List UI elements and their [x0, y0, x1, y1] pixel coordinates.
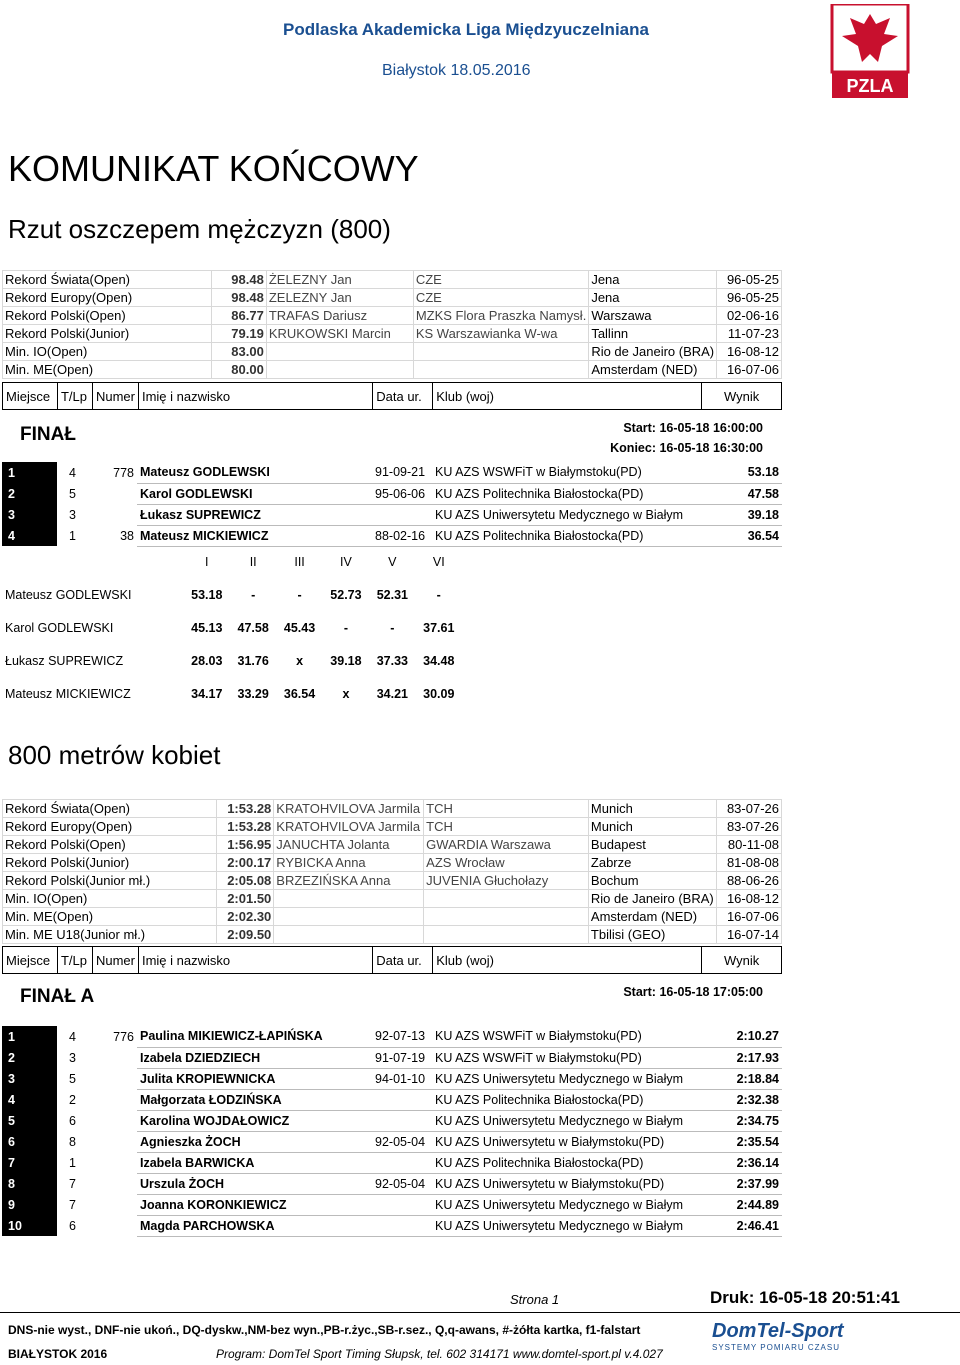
result-value: 2:36.14: [702, 1152, 782, 1173]
record-venue: Amsterdam (NED): [588, 908, 716, 926]
record-holder: KRATOHVILOVA Jarmila: [274, 800, 424, 818]
result-number: 778: [113, 465, 134, 480]
record-date: 16-08-12: [717, 343, 782, 361]
record-club: CZE: [413, 289, 588, 307]
record-holder: JANUCHTA Jolanta: [274, 836, 424, 854]
result-club: KU AZS Uniwersytetu Medycznego w Białym: [432, 1215, 702, 1236]
results-table: [2, 1026, 782, 1237]
result-name: Łukasz SUPREWICZ: [137, 504, 372, 525]
result-place: 3: [2, 504, 57, 525]
record-value: 1:53.28: [217, 800, 274, 818]
footer-divider: [0, 1312, 960, 1313]
result-name: Karol GODLEWSKI: [137, 483, 372, 504]
attempt-value: 37.33: [376, 653, 408, 668]
event-times: [598, 418, 763, 458]
record-row: [3, 343, 782, 361]
record-date: 02-06-16: [717, 307, 782, 325]
result-place: 2: [2, 483, 57, 504]
record-row: [3, 307, 782, 325]
record-row: [3, 361, 782, 379]
page-number: Strona 1: [510, 1292, 560, 1307]
result-value: 2:34.75: [702, 1110, 782, 1131]
brand-name: DomTel-Sport: [712, 1320, 844, 1342]
result-row: [2, 483, 782, 504]
result-place: 2: [2, 1047, 57, 1068]
result-place: 7: [2, 1152, 57, 1173]
event-title: Rzut oszczepem mężczyzn (800): [8, 214, 391, 244]
col-lp: T/Lp: [57, 947, 92, 974]
record-venue: Zabrze: [588, 854, 716, 872]
record-holder: [266, 343, 413, 361]
result-lp: 6: [69, 1113, 76, 1128]
record-row: [3, 325, 782, 343]
result-name: Karolina WOJDAŁOWICZ: [137, 1110, 372, 1131]
result-row: [2, 1173, 782, 1194]
attempt-value: -: [436, 587, 441, 602]
result-name: Izabela DZIEDZIECH: [137, 1047, 372, 1068]
result-row: [2, 1194, 782, 1215]
result-row: [2, 1026, 782, 1047]
result-club: KU AZS WSWFiT w Białymstoku(PD): [432, 462, 702, 483]
result-dob: 92-05-04: [372, 1131, 432, 1152]
result-club: KU AZS Politechnika Białostocka(PD): [432, 1152, 702, 1173]
attempt-value: 31.76: [237, 653, 269, 668]
result-row: [2, 1110, 782, 1131]
result-club: KU AZS Uniwersytetu Medycznego w Białym: [432, 1110, 702, 1131]
record-type: Rekord Świata(Open): [3, 800, 217, 818]
result-number: 776: [113, 1029, 134, 1044]
record-date: 16-07-14: [716, 926, 781, 944]
col-number: Numer: [92, 947, 138, 974]
record-row: [3, 872, 782, 890]
result-name: Urszula ŻOCH: [137, 1173, 372, 1194]
result-club: KU AZS WSWFiT w Białymstoku(PD): [432, 1026, 702, 1047]
record-type: Rekord Polski(Open): [3, 836, 217, 854]
logo-text: PZLA: [846, 76, 894, 96]
record-holder: ŻELEZNY Jan: [266, 271, 413, 289]
record-venue: Tallinn: [589, 325, 717, 343]
attempt-value: 45.13: [191, 620, 223, 635]
record-club: TCH: [424, 800, 589, 818]
attempt-header: III: [294, 554, 305, 569]
record-holder: RYBICKA Anna: [274, 854, 424, 872]
result-name: Izabela BARWICKA: [137, 1152, 372, 1173]
result-row: [2, 1047, 782, 1068]
record-date: 16-07-06: [716, 908, 781, 926]
attempt-value: 52.31: [376, 587, 408, 602]
result-row: [2, 1089, 782, 1110]
result-number: [92, 1215, 137, 1236]
record-club: KS Warszawianka W-wa: [413, 325, 588, 343]
record-value: 80.00: [211, 361, 266, 379]
result-row: [2, 1152, 782, 1173]
attempts-row: [2, 611, 462, 644]
record-date: 96-05-25: [717, 271, 782, 289]
result-dob: 92-07-13: [372, 1026, 432, 1047]
record-club: [424, 908, 589, 926]
start-time: Start: 16-05-18 17:05:00: [623, 985, 763, 999]
record-value: 1:56.95: [217, 836, 274, 854]
result-value: 2:37.99: [702, 1173, 782, 1194]
result-dob: 95-06-06: [372, 483, 432, 504]
column-header-row: [2, 382, 782, 410]
record-row: [3, 854, 782, 872]
record-club: TCH: [424, 818, 589, 836]
result-value: 2:46.41: [702, 1215, 782, 1236]
record-club: JUVENIA Głuchołazy: [424, 872, 589, 890]
result-place: 9: [2, 1194, 57, 1215]
attempt-value: 30.09: [423, 686, 455, 701]
record-type: Rekord Polski(Junior): [3, 854, 217, 872]
result-club: KU AZS Politechnika Białostocka(PD): [432, 483, 702, 504]
result-name: Joanna KORONKIEWICZ: [137, 1194, 372, 1215]
record-holder: KRATOHVILOVA Jarmila: [274, 818, 424, 836]
record-type: Rekord Świata(Open): [3, 271, 212, 289]
domtel-logo: [712, 1320, 912, 1358]
pzla-logo: [820, 4, 920, 104]
result-number: [92, 1047, 137, 1068]
record-club: [424, 890, 589, 908]
result-row: [2, 504, 782, 525]
record-holder: [274, 926, 424, 944]
result-number: [92, 1131, 137, 1152]
record-row: [3, 289, 782, 307]
record-club: GWARDIA Warszawa: [424, 836, 589, 854]
result-club: KU AZS Politechnika Białostocka(PD): [432, 525, 702, 546]
result-place: 3: [2, 1068, 57, 1089]
start-time: Start: 16-05-18 16:00:00: [623, 421, 763, 435]
attempt-athlete: Mateusz MICKIEWICZ: [5, 686, 131, 701]
record-type: Min. IO(Open): [3, 343, 212, 361]
legend-text: DNS-nie wyst., DNF-nie ukoń., DQ-dyskw.,NM-bez wyn.,PB-r.życ.,SB-r.sez., Q,q-awans, #-żółta kartka, f1-falstart: [8, 1323, 641, 1337]
record-holder: BRZEZIŃSKA Anna: [274, 872, 424, 890]
attempt-value: 34.48: [423, 653, 455, 668]
result-name: Julita KROPIEWNICKA: [137, 1068, 372, 1089]
attempt-value: 34.21: [376, 686, 408, 701]
result-name: Paulina MIKIEWICZ-ŁAPIŃSKA: [137, 1026, 372, 1047]
result-place: 6: [2, 1131, 57, 1152]
result-name: Agnieszka ŻOCH: [137, 1131, 372, 1152]
city-year: BIAŁYSTOK 2016: [8, 1347, 108, 1361]
record-row: [3, 926, 782, 944]
document-title: KOMUNIKAT KOŃCOWY: [8, 148, 419, 189]
attempt-value: 28.03: [191, 653, 223, 668]
record-venue: Jena: [589, 289, 717, 307]
record-date: 80-11-08: [716, 836, 781, 854]
result-place: 5: [2, 1110, 57, 1131]
result-dob: [372, 1215, 432, 1236]
result-club: KU AZS Politechnika Białostocka(PD): [432, 1089, 702, 1110]
col-result: Wynik: [702, 383, 782, 410]
record-type: Min. ME U18(Junior mł.): [3, 926, 217, 944]
result-lp: 8: [69, 1134, 76, 1149]
col-result: Wynik: [702, 947, 782, 974]
attempt-value: -: [297, 587, 302, 602]
result-place: 8: [2, 1173, 57, 1194]
result-club: KU AZS Uniwersytetu w Białymstoku(PD): [432, 1131, 702, 1152]
col-dob: Data ur.: [373, 947, 433, 974]
end-time: Koniec: 16-05-18 16:30:00: [610, 441, 763, 455]
record-date: 88-06-26: [716, 872, 781, 890]
final-label: FINAŁ A: [20, 986, 95, 1007]
result-lp: 2: [69, 1092, 76, 1107]
attempts-header-blank: [2, 545, 184, 578]
record-value: 2:05.08: [217, 872, 274, 890]
result-number: [92, 1068, 137, 1089]
record-type: Min. ME(Open): [3, 908, 217, 926]
record-venue: Warszawa: [589, 307, 717, 325]
organization-title: Podlaska Akademicka Liga Międzyuczelniana: [283, 20, 649, 39]
col-name: Imię i nazwisko: [138, 947, 372, 974]
results-table: [2, 462, 782, 547]
result-number: [92, 1089, 137, 1110]
result-value: 53.18: [702, 462, 782, 483]
record-row: [3, 908, 782, 926]
record-row: [3, 800, 782, 818]
attempt-athlete: Mateusz GODLEWSKI: [5, 587, 132, 602]
attempt-header: II: [249, 554, 257, 569]
record-row: [3, 271, 782, 289]
col-name: Imię i nazwisko: [138, 383, 372, 410]
record-venue: Rio de Janeiro (BRA): [589, 343, 717, 361]
result-lp: 1: [69, 1155, 76, 1170]
result-name: Małgorzata ŁODZIŃSKA: [137, 1089, 372, 1110]
result-value: 2:10.27: [702, 1026, 782, 1047]
result-row: [2, 1068, 782, 1089]
record-value: 2:00.17: [217, 854, 274, 872]
result-value: 2:35.54: [702, 1131, 782, 1152]
records-table: [2, 270, 782, 379]
record-date: 96-05-25: [717, 289, 782, 307]
attempt-value: 47.58: [237, 620, 269, 635]
record-type: Rekord Europy(Open): [3, 289, 212, 307]
result-name: Magda PARCHOWSKA: [137, 1215, 372, 1236]
record-type: Rekord Polski(Junior mł.): [3, 872, 217, 890]
result-row: [2, 462, 782, 483]
attempt-header: VI: [432, 554, 445, 569]
result-lp: 3: [69, 1050, 76, 1065]
attempt-value: 52.73: [330, 587, 362, 602]
record-value: 98.48: [211, 289, 266, 307]
attempt-athlete: Karol GODLEWSKI: [5, 620, 114, 635]
record-venue: Munich: [588, 800, 716, 818]
result-club: KU AZS Uniwersytetu Medycznego w Białym: [432, 504, 702, 525]
result-lp: 7: [69, 1176, 76, 1191]
result-dob: 94-01-10: [372, 1068, 432, 1089]
col-dob: Data ur.: [373, 383, 433, 410]
attempt-value: -: [390, 620, 395, 635]
brand-tagline: SYSTEMY POMIARU CZASU: [712, 1343, 840, 1352]
result-name: Mateusz GODLEWSKI: [137, 462, 372, 483]
record-date: 16-07-06: [717, 361, 782, 379]
result-number: [92, 1110, 137, 1131]
record-venue: Tbilisi (GEO): [588, 926, 716, 944]
col-club: Klub (woj): [433, 947, 702, 974]
result-dob: [372, 1089, 432, 1110]
record-row: [3, 818, 782, 836]
attempt-value: 39.18: [330, 653, 362, 668]
record-club: [413, 343, 588, 361]
record-value: 86.77: [211, 307, 266, 325]
attempts-table: [2, 545, 462, 710]
attempt-header: V: [388, 554, 397, 569]
record-venue: Bochum: [588, 872, 716, 890]
result-number: [92, 1194, 137, 1215]
record-club: CZE: [413, 271, 588, 289]
result-number: [92, 504, 137, 525]
record-value: 2:02.30: [217, 908, 274, 926]
record-type: Min. ME(Open): [3, 361, 212, 379]
record-venue: Budapest: [588, 836, 716, 854]
result-lp: 6: [69, 1218, 76, 1233]
record-type: Rekord Polski(Open): [3, 307, 212, 325]
attempt-value: 53.18: [191, 587, 223, 602]
result-value: 2:44.89: [702, 1194, 782, 1215]
result-lp: 7: [69, 1197, 76, 1212]
place-date: Białystok 18.05.2016: [382, 62, 531, 79]
result-dob: 92-05-04: [372, 1173, 432, 1194]
attempt-athlete: Łukasz SUPREWICZ: [5, 653, 124, 668]
result-dob: [372, 504, 432, 525]
attempts-row: [2, 578, 462, 611]
result-row: [2, 1131, 782, 1152]
result-name: Mateusz MICKIEWICZ: [137, 525, 372, 546]
result-value: 47.58: [702, 483, 782, 504]
record-venue: Amsterdam (NED): [589, 361, 717, 379]
result-number: [92, 483, 137, 504]
attempt-value: -: [251, 587, 256, 602]
result-value: 36.54: [702, 525, 782, 546]
attempts-row: [2, 677, 462, 710]
record-row: [3, 836, 782, 854]
record-type: Rekord Europy(Open): [3, 818, 217, 836]
attempts-header-row: [2, 545, 462, 578]
record-value: 83.00: [211, 343, 266, 361]
event-times: [598, 982, 763, 1002]
result-number: [92, 1173, 137, 1194]
record-date: 83-07-26: [716, 818, 781, 836]
result-row: [2, 525, 782, 546]
result-place: 1: [2, 462, 57, 483]
record-value: 2:01.50: [217, 890, 274, 908]
record-row: [3, 890, 782, 908]
result-lp: 4: [69, 465, 76, 480]
record-venue: Jena: [589, 271, 717, 289]
records-table: [2, 799, 782, 944]
record-holder: [266, 361, 413, 379]
record-date: 83-07-26: [716, 800, 781, 818]
eagle-emblem-icon: [820, 4, 920, 104]
result-lp: 3: [69, 507, 76, 522]
result-lp: 1: [69, 528, 76, 543]
result-dob: [372, 1152, 432, 1173]
col-place: Miejsce: [3, 947, 58, 974]
record-value: 98.48: [211, 271, 266, 289]
result-place: 1: [2, 1026, 57, 1047]
result-value: 39.18: [702, 504, 782, 525]
event-title: 800 metrów kobiet: [8, 740, 221, 770]
attempt-value: x: [296, 653, 304, 668]
result-club: KU AZS Uniwersytetu Medycznego w Białym: [432, 1068, 702, 1089]
record-value: 79.19: [211, 325, 266, 343]
record-club: AZS Wrocław: [424, 854, 589, 872]
final-label: FINAŁ: [20, 424, 76, 445]
result-club: KU AZS WSWFiT w Białymstoku(PD): [432, 1047, 702, 1068]
result-dob: [372, 1110, 432, 1131]
result-place: 4: [2, 1089, 57, 1110]
result-place: 4: [2, 525, 57, 546]
attempt-value: x: [342, 686, 350, 701]
result-lp: 5: [69, 1071, 76, 1086]
result-dob: 91-07-19: [372, 1047, 432, 1068]
result-dob: 88-02-16: [372, 525, 432, 546]
record-holder: [274, 908, 424, 926]
result-row: [2, 1215, 782, 1236]
record-value: 1:53.28: [217, 818, 274, 836]
record-date: 16-08-12: [716, 890, 781, 908]
result-value: 2:32.38: [702, 1089, 782, 1110]
record-date: 11-07-23: [717, 325, 782, 343]
attempt-header: IV: [340, 554, 352, 569]
record-date: 81-08-08: [716, 854, 781, 872]
result-dob: 91-09-21: [372, 462, 432, 483]
attempt-header: I: [205, 554, 209, 569]
attempt-value: 34.17: [191, 686, 223, 701]
attempt-value: 33.29: [237, 686, 269, 701]
record-type: Rekord Polski(Junior): [3, 325, 212, 343]
record-holder: [274, 890, 424, 908]
result-lp: 5: [69, 486, 76, 501]
column-header-row: [2, 946, 782, 974]
col-place: Miejsce: [3, 383, 58, 410]
col-lp: T/Lp: [57, 383, 92, 410]
program-info: Program: DomTel Sport Timing Słupsk, tel. 602 314171 www.domtel-sport.pl v.4.027: [216, 1347, 663, 1361]
record-value: 2:09.50: [217, 926, 274, 944]
record-holder: KRUKOWSKI Marcin: [266, 325, 413, 343]
attempt-value: 37.61: [423, 620, 455, 635]
record-club: MZKS Flora Praszka Namysł.: [413, 307, 588, 325]
result-place: 10: [2, 1215, 57, 1236]
attempt-value: 36.54: [283, 686, 316, 701]
result-value: 2:18.84: [702, 1068, 782, 1089]
result-club: KU AZS Uniwersytetu w Białymstoku(PD): [432, 1173, 702, 1194]
record-holder: ZELEZNY Jan: [266, 289, 413, 307]
attempt-value: 45.43: [283, 620, 316, 635]
record-type: Min. IO(Open): [3, 890, 217, 908]
attempts-row: [2, 644, 462, 677]
print-timestamp: Druk: 16-05-18 20:51:41: [710, 1288, 900, 1307]
col-number: Numer: [92, 383, 138, 410]
attempt-value: -: [343, 620, 349, 635]
record-venue: Rio de Janeiro (BRA): [588, 890, 716, 908]
result-dob: [372, 1194, 432, 1215]
result-value: 2:17.93: [702, 1047, 782, 1068]
result-club: KU AZS Uniwersytetu Medycznego w Białym: [432, 1194, 702, 1215]
record-club: [424, 926, 589, 944]
result-lp: 4: [69, 1029, 76, 1044]
record-holder: TRAFAS Dariusz: [266, 307, 413, 325]
record-club: [413, 361, 588, 379]
result-number: 38: [120, 528, 134, 543]
col-club: Klub (woj): [433, 383, 702, 410]
record-venue: Munich: [588, 818, 716, 836]
result-number: [92, 1152, 137, 1173]
